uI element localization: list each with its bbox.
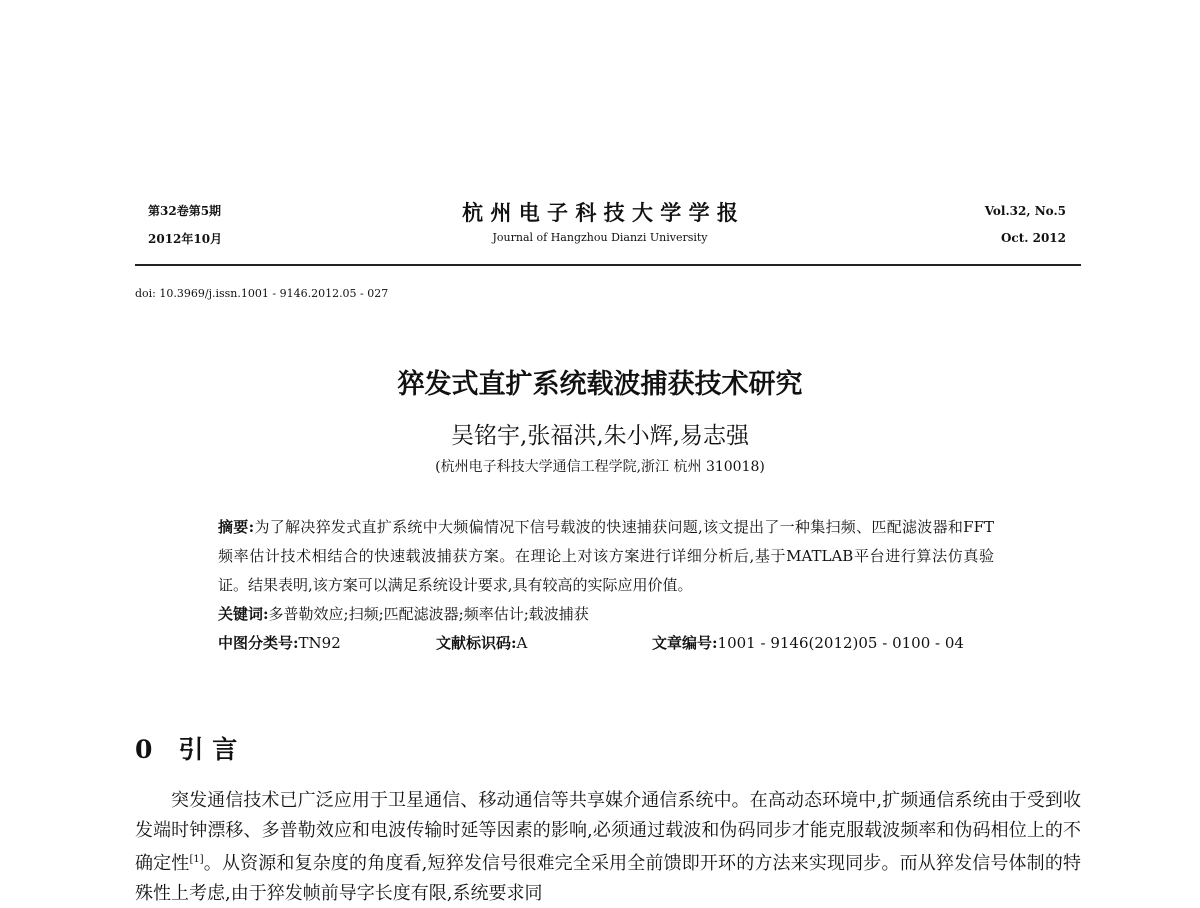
clc-value: TN92 — [298, 634, 341, 652]
affiliation: (杭州电子科技大学通信工程学院,浙江 杭州 310018) — [435, 459, 765, 475]
volume-issue-cn: 第32卷第5期 — [148, 204, 222, 218]
abstract — [218, 513, 994, 600]
doc-code-label: 文献标识码: — [436, 634, 517, 652]
clc-label: 中图分类号: — [218, 634, 299, 652]
classification-row — [218, 629, 994, 658]
date-en: Oct. 2012 — [1000, 231, 1066, 245]
abstract-text: 为了解决猝发式直扩系统中大频偏情况下信号载波的快速捕获问题,该文提出了一种集扫频、匹配滤波器和FFT频率估计技术相结合的快速载波捕获方案。在理论上对该方案进行详细分析后,基于MATLAB平台进行算法仿真验证。结果表明,该方案可以满足系统设计要求,具有较高的实际应用价值。 — [218, 518, 994, 594]
journal-title-cn: 杭 州 电 子 科 技 大 学 学 报 — [462, 200, 738, 225]
section-number: 0 — [135, 735, 153, 764]
authors: 吴铭宇,张福洪,朱小辉,易志强 — [451, 423, 749, 449]
section-title: 引 言 — [178, 735, 238, 764]
article-number-label: 文章编号: — [652, 634, 718, 652]
body-text-1: 突发通信技术已广泛应用于卫星通信、移动通信等共享媒介通信系统中。在高动态环境中,扩频通信系统由于受到收发端时钟漂移、多普勒效应和电波传输时延等因素的影响,必须通过载波和伪码同步才能克服载波频率和伪码相位上的不确定性 — [135, 790, 1081, 874]
paper-title: 猝发式直扩系统载波捕获技术研究 — [397, 369, 803, 400]
abstract-block — [218, 513, 994, 658]
abstract-label: 摘要: — [218, 518, 255, 536]
section-heading — [135, 730, 237, 766]
header-rule — [135, 264, 1081, 266]
keywords — [218, 600, 994, 629]
keywords-text: 多普勒效应;扫频;匹配滤波器;频率估计;载波捕获 — [268, 605, 589, 623]
body-paragraph — [135, 786, 1081, 908]
body-text-2: 。从资源和复杂度的角度看,短猝发信号很难完全采用全前馈即开环的方法来实现同步。而从猝发信号体制的特殊性上考虑,由于猝发帧前导字长度有限,系统要求同 — [135, 853, 1081, 904]
citation-link[interactable]: [1] — [189, 854, 204, 865]
keywords-label: 关键词: — [218, 605, 269, 623]
date-cn: 2012年10月 — [148, 232, 223, 246]
doi[interactable]: doi: 10.3969/j.issn.1001 - 9146.2012.05 - 027 — [135, 287, 389, 300]
doc-code-value: A — [516, 634, 528, 652]
volume-issue-en: Vol.32, No.5 — [984, 204, 1066, 218]
article-number-value: 1001 - 9146(2012)05 - 0100 - 04 — [717, 634, 964, 652]
journal-title-en: Journal of Hangzhou Dianzi University — [492, 231, 708, 244]
